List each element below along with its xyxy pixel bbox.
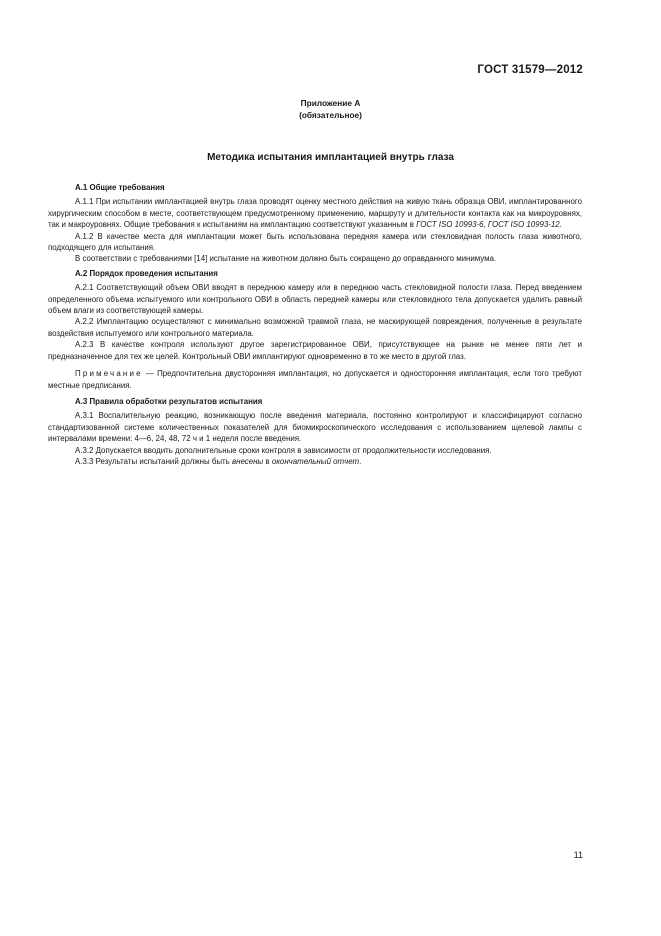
italic-text: окончательный отчет — [271, 456, 360, 466]
paragraph-a1-3: В соответствии с требованиями [14] испытание на животном должно быть сокращено до оправданного минимума. — [75, 254, 497, 264]
section-heading-a2: А.2 Порядок проведения испытания — [75, 268, 218, 278]
note-text: — Предпочтительна двусторонняя имплантация, но допускается и односторонняя имплантация, если того требуют местные предписания. — [48, 369, 582, 390]
paragraph-a2-3: А.2.3 В качестве контроля используют другое зарегистрированное ОВИ, присутствующее на рынке не менее пяти лет и предназначенное для тех же целей. Контрольный ОВИ имплантируют одновременно в то же место в другой глаз. — [48, 340, 582, 361]
paragraph-a1-1 — [48, 196, 582, 230]
paragraph-text-end: . — [359, 456, 362, 466]
appendix-status: (обязательное) — [299, 110, 362, 120]
page-title: Методика испытания имплантацией внутрь глаза — [207, 152, 454, 163]
paragraph-a2-2: А.2.2 Имплантацию осуществляют с минимально возможной травмой глаза, не маскирующей повреждения, полученные в результате воздействия испытуемого или контрольного материала. — [48, 317, 582, 338]
paragraph-a2-1: А.2.1 Соответствующий объем ОВИ вводят в переднюю камеру или в переднюю часть стекловидной полости глаза. Перед введением определенного объема испытуемого или контрольного ОВИ в область передней камеры или стекловидного тела допускается удалить равный объем влаги из соответствующей камеры. — [48, 283, 582, 316]
standard-id: ГОСТ 31579—2012 — [477, 64, 583, 76]
appendix-heading — [0, 97, 661, 121]
section-heading-a1: А.1 Общие требования — [75, 183, 165, 192]
page-number: 11 — [573, 850, 583, 860]
paragraph-a1-2: А.1.2 В качестве места для имплантации может быть использована передняя камера или стекловидная полость глаза животного, подходящего для испытания. — [48, 231, 582, 253]
standard-reference: ГОСТ ISO 10993-6, ГОСТ ISO 10993-12 — [416, 220, 560, 230]
paragraph-text: в — [263, 456, 272, 466]
note — [48, 368, 582, 391]
paragraph-a3-2: А.3.2 Допускается вводить дополнительные сроки контроля в зависимости от продолжительности исследования. — [75, 445, 492, 455]
document-body — [48, 180, 582, 467]
section-heading-a3: А.3 Правила обработки результатов испытания — [75, 396, 263, 406]
paragraph-text: А.3.3 Результаты испытаний должны быть — [75, 456, 232, 466]
note-label: Примечание — [75, 369, 143, 379]
italic-text: внесены — [231, 456, 264, 466]
paragraph-text: А.1.1 При испытании имплантацией внутрь глаза проводят оценку местного действия на живую ткань образца ОВИ, имплантированного хирургическим способом в месте, соответствующем предусмотренному применению, маршруту и длительности контакта как на микроуровнях, так и макроуровнях. Общие требования к испытаниям на имплантацию соответствуют указанным в — [48, 197, 582, 230]
appendix-label: Приложение А — [300, 98, 361, 108]
paragraph-a3-3 — [48, 456, 582, 467]
paragraph-text-end: . — [559, 220, 562, 230]
paragraph-a3-1: А.3.1 Воспалительную реакцию, возникающую после введения материала, постоянно контролируют и классифицируют согласно стандартизованной системе количественных показателей для биомикроскопического исследования с использованием щелевой лампы с интервалами времени: 4—6, 24, 48, 72 ч и 1 неделя после введения. — [48, 411, 582, 444]
